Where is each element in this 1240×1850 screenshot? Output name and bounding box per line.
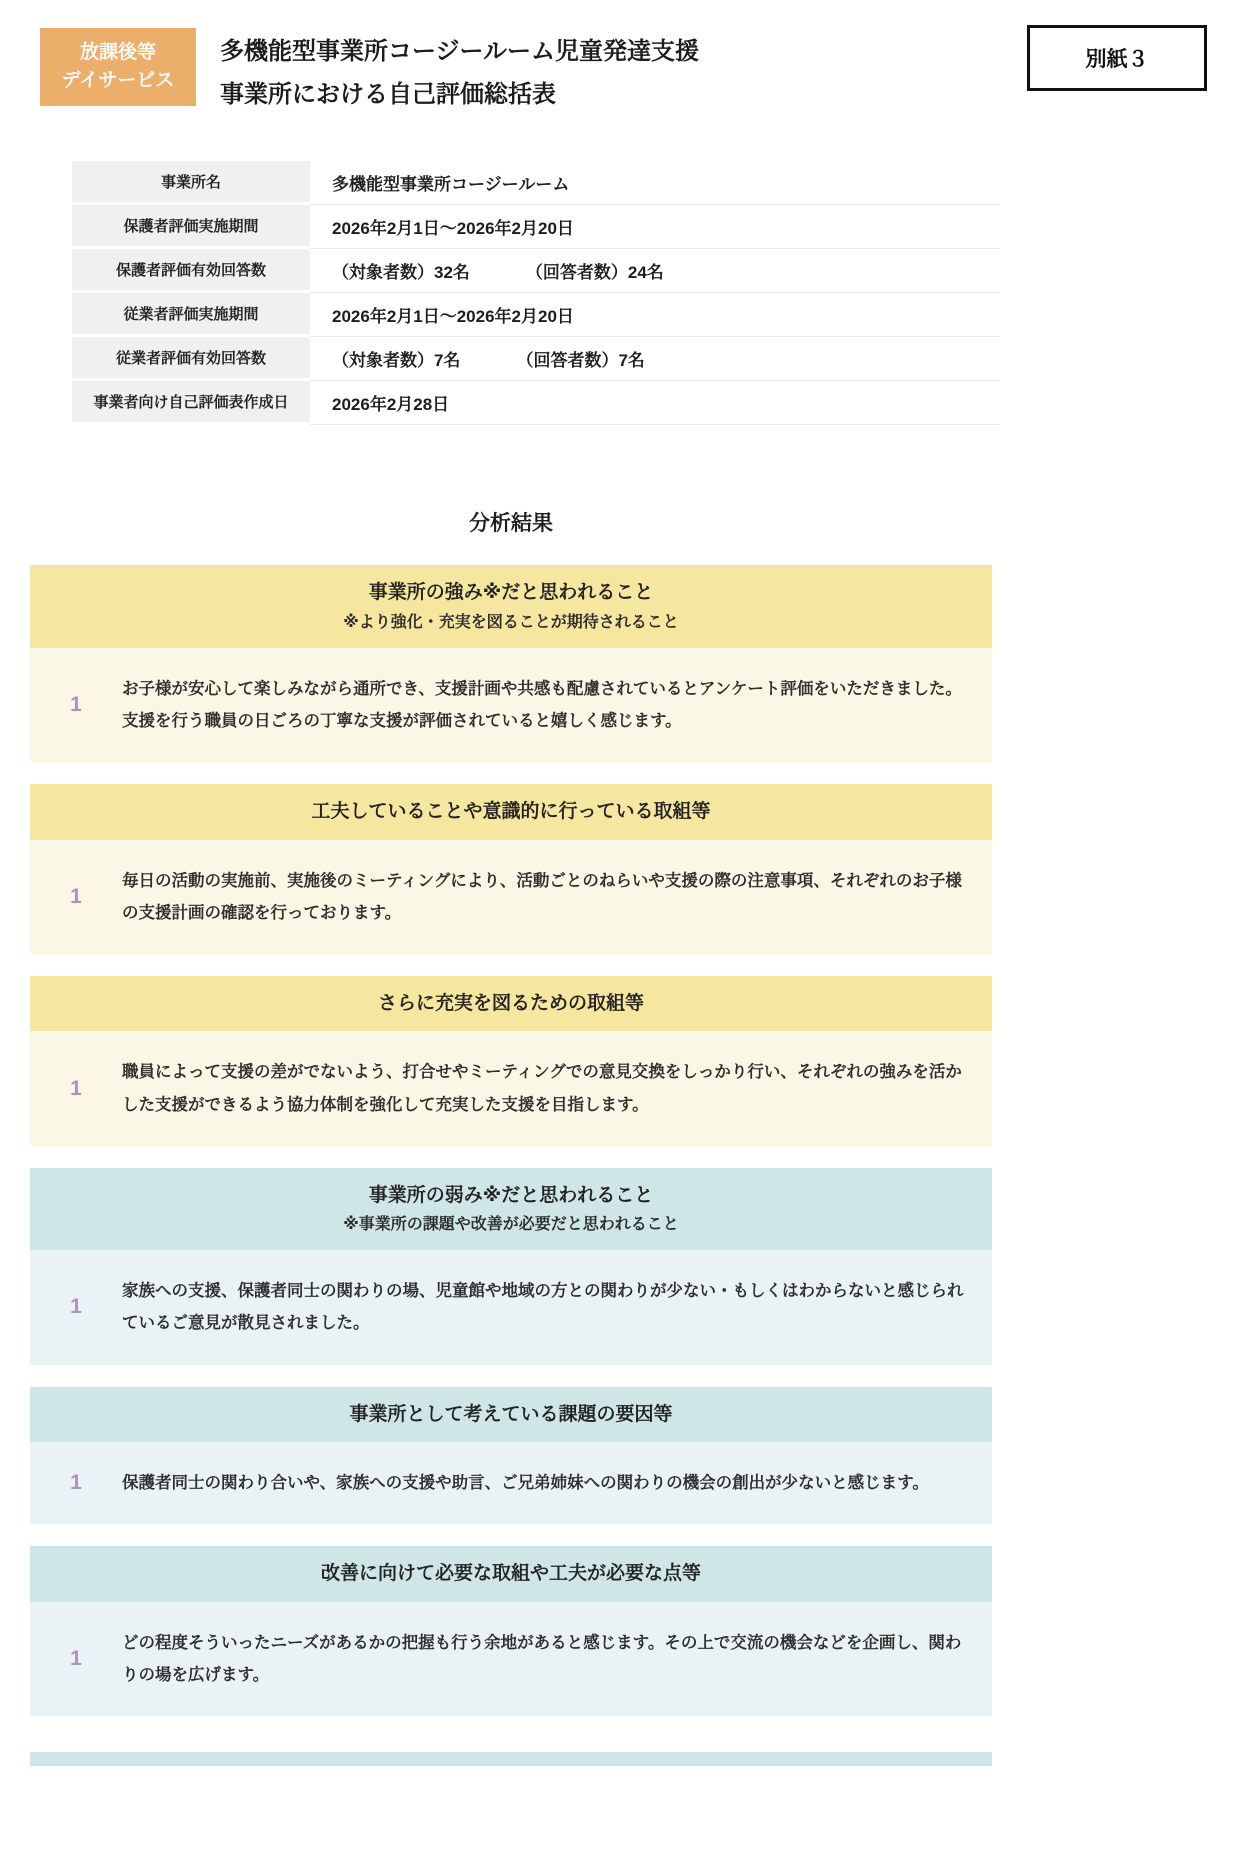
page-title — [220, 28, 699, 116]
item-text: 保護者同士の関わり合いや、家族への支援や助言、ご兄弟姉妹への関わりの機会の創出が少ないと感じます。 — [122, 1473, 929, 1492]
section-header — [30, 1168, 992, 1250]
row-label: 事業所名 — [72, 161, 310, 205]
analysis-heading: 分析結果 — [469, 512, 553, 536]
row-value — [310, 205, 1000, 249]
item-number: 1 — [70, 1076, 82, 1100]
table-row — [72, 249, 1000, 293]
row-value-text2: （回答者数）7名 — [516, 351, 645, 371]
row-value-text: （対象者数）7名 — [332, 351, 461, 371]
badge-line2: デイサービス — [61, 70, 175, 91]
row-value-text: 2026年2月1日〜2026年2月20日 — [332, 307, 574, 327]
row-label: 保護者評価有効回答数 — [72, 249, 310, 293]
section-title: 事業所の強み※だと思われること — [368, 582, 654, 604]
section-title: さらに充実を図るための取組等 — [377, 992, 644, 1014]
section-header — [30, 565, 992, 647]
section-strengths — [30, 565, 992, 762]
section-title: 事業所として考えている課題の要因等 — [349, 1403, 673, 1425]
page-title-line2: 事業所における自己評価総括表 — [220, 81, 556, 109]
section-header — [30, 1546, 992, 1601]
info-table — [72, 161, 1000, 425]
item-number: 1 — [70, 884, 82, 908]
section-title: 工夫していることや意識的に行っている取組等 — [311, 801, 711, 823]
row-value-text: 多機能型事業所コージールーム — [332, 175, 570, 195]
section-item — [30, 1602, 992, 1716]
attachment-number-label — [1027, 25, 1207, 91]
section-header — [30, 1387, 992, 1442]
section-item — [30, 840, 992, 954]
item-number: 1 — [70, 1471, 82, 1495]
table-row — [72, 381, 1000, 425]
row-label: 従業者評価実施期間 — [72, 293, 310, 337]
next-section-header-cutoff — [30, 1752, 992, 1766]
row-value-text2: （回答者数）24名 — [525, 263, 664, 283]
section-title: 改善に向けて必要な取組や工夫が必要な点等 — [320, 1563, 701, 1585]
row-value — [310, 161, 1000, 205]
attachment-number-text: 別紙３ — [1085, 48, 1149, 71]
item-text: 職員によって支援の差がでないよう、打合せやミーティングでの意見交換をしっかり行い、それぞれの強みを活かした支援ができるよう協力体制を強化して充実した支援を目指します。 — [122, 1063, 962, 1114]
item-number: 1 — [70, 1295, 82, 1319]
item-text: 家族への支援、保護者同士の関わりの場、児童館や地域の方との関わりが少ない・もしくはわからないと感じられているご意見が散見されました。 — [122, 1282, 964, 1333]
item-text: どの程度そういったニーズがあるかの把握も行う余地があると感じます。その上で交流の機会などを企画し、関わりの場を広げます。 — [122, 1633, 962, 1684]
section-item — [30, 1250, 992, 1364]
item-text: お子様が安心して楽しみながら通所でき、支援計画や共感も配慮されているとアンケート評価をいただきました。支援を行う職員の日ごろの丁寧な支援が評価されていると嬉しく感じます。 — [122, 679, 962, 730]
section-item — [30, 1442, 992, 1524]
table-row — [72, 293, 1000, 337]
table-row — [72, 337, 1000, 381]
row-value — [310, 293, 1000, 337]
table-row — [72, 161, 1000, 205]
row-label: 事業者向け自己評価表作成日 — [72, 381, 310, 425]
section-header — [30, 784, 992, 839]
section-item — [30, 648, 992, 762]
item-number: 1 — [70, 1646, 82, 1670]
row-value-text: 2026年2月28日 — [332, 395, 450, 415]
section-item — [30, 1031, 992, 1145]
section-weaknesses — [30, 1168, 992, 1365]
section-issue-factors — [30, 1387, 992, 1525]
analysis-sections — [30, 565, 992, 1716]
badge-line1: 放課後等 — [79, 42, 156, 64]
section-title: 事業所の弱み※だと思われること — [368, 1184, 654, 1206]
item-number: 1 — [70, 692, 82, 716]
row-label: 従業者評価有効回答数 — [72, 337, 310, 381]
section-needed-actions — [30, 1546, 992, 1716]
row-value — [310, 249, 1000, 293]
row-value-text: 2026年2月1日〜2026年2月20日 — [332, 219, 574, 239]
section-header — [30, 976, 992, 1031]
section-efforts — [30, 784, 992, 954]
service-type-badge — [40, 28, 196, 106]
page-title-line1: 多機能型事業所コージールーム児童発達支援 — [220, 38, 700, 65]
row-value — [310, 381, 1000, 425]
row-label: 保護者評価実施期間 — [72, 205, 310, 249]
row-value — [310, 337, 1000, 381]
table-row — [72, 205, 1000, 249]
section-subtitle: ※より強化・充実を図ることが期待されること — [343, 613, 679, 631]
section-further-improvement — [30, 976, 992, 1146]
item-text: 毎日の活動の実施前、実施後のミーティングにより、活動ごとのねらいや支援の際の注意事項、それぞれのお子様の支援計画の確認を行っております。 — [122, 871, 962, 922]
row-value-text: （対象者数）32名 — [332, 263, 470, 283]
section-subtitle: ※事業所の課題や改善が必要だと思われること — [343, 1216, 679, 1234]
